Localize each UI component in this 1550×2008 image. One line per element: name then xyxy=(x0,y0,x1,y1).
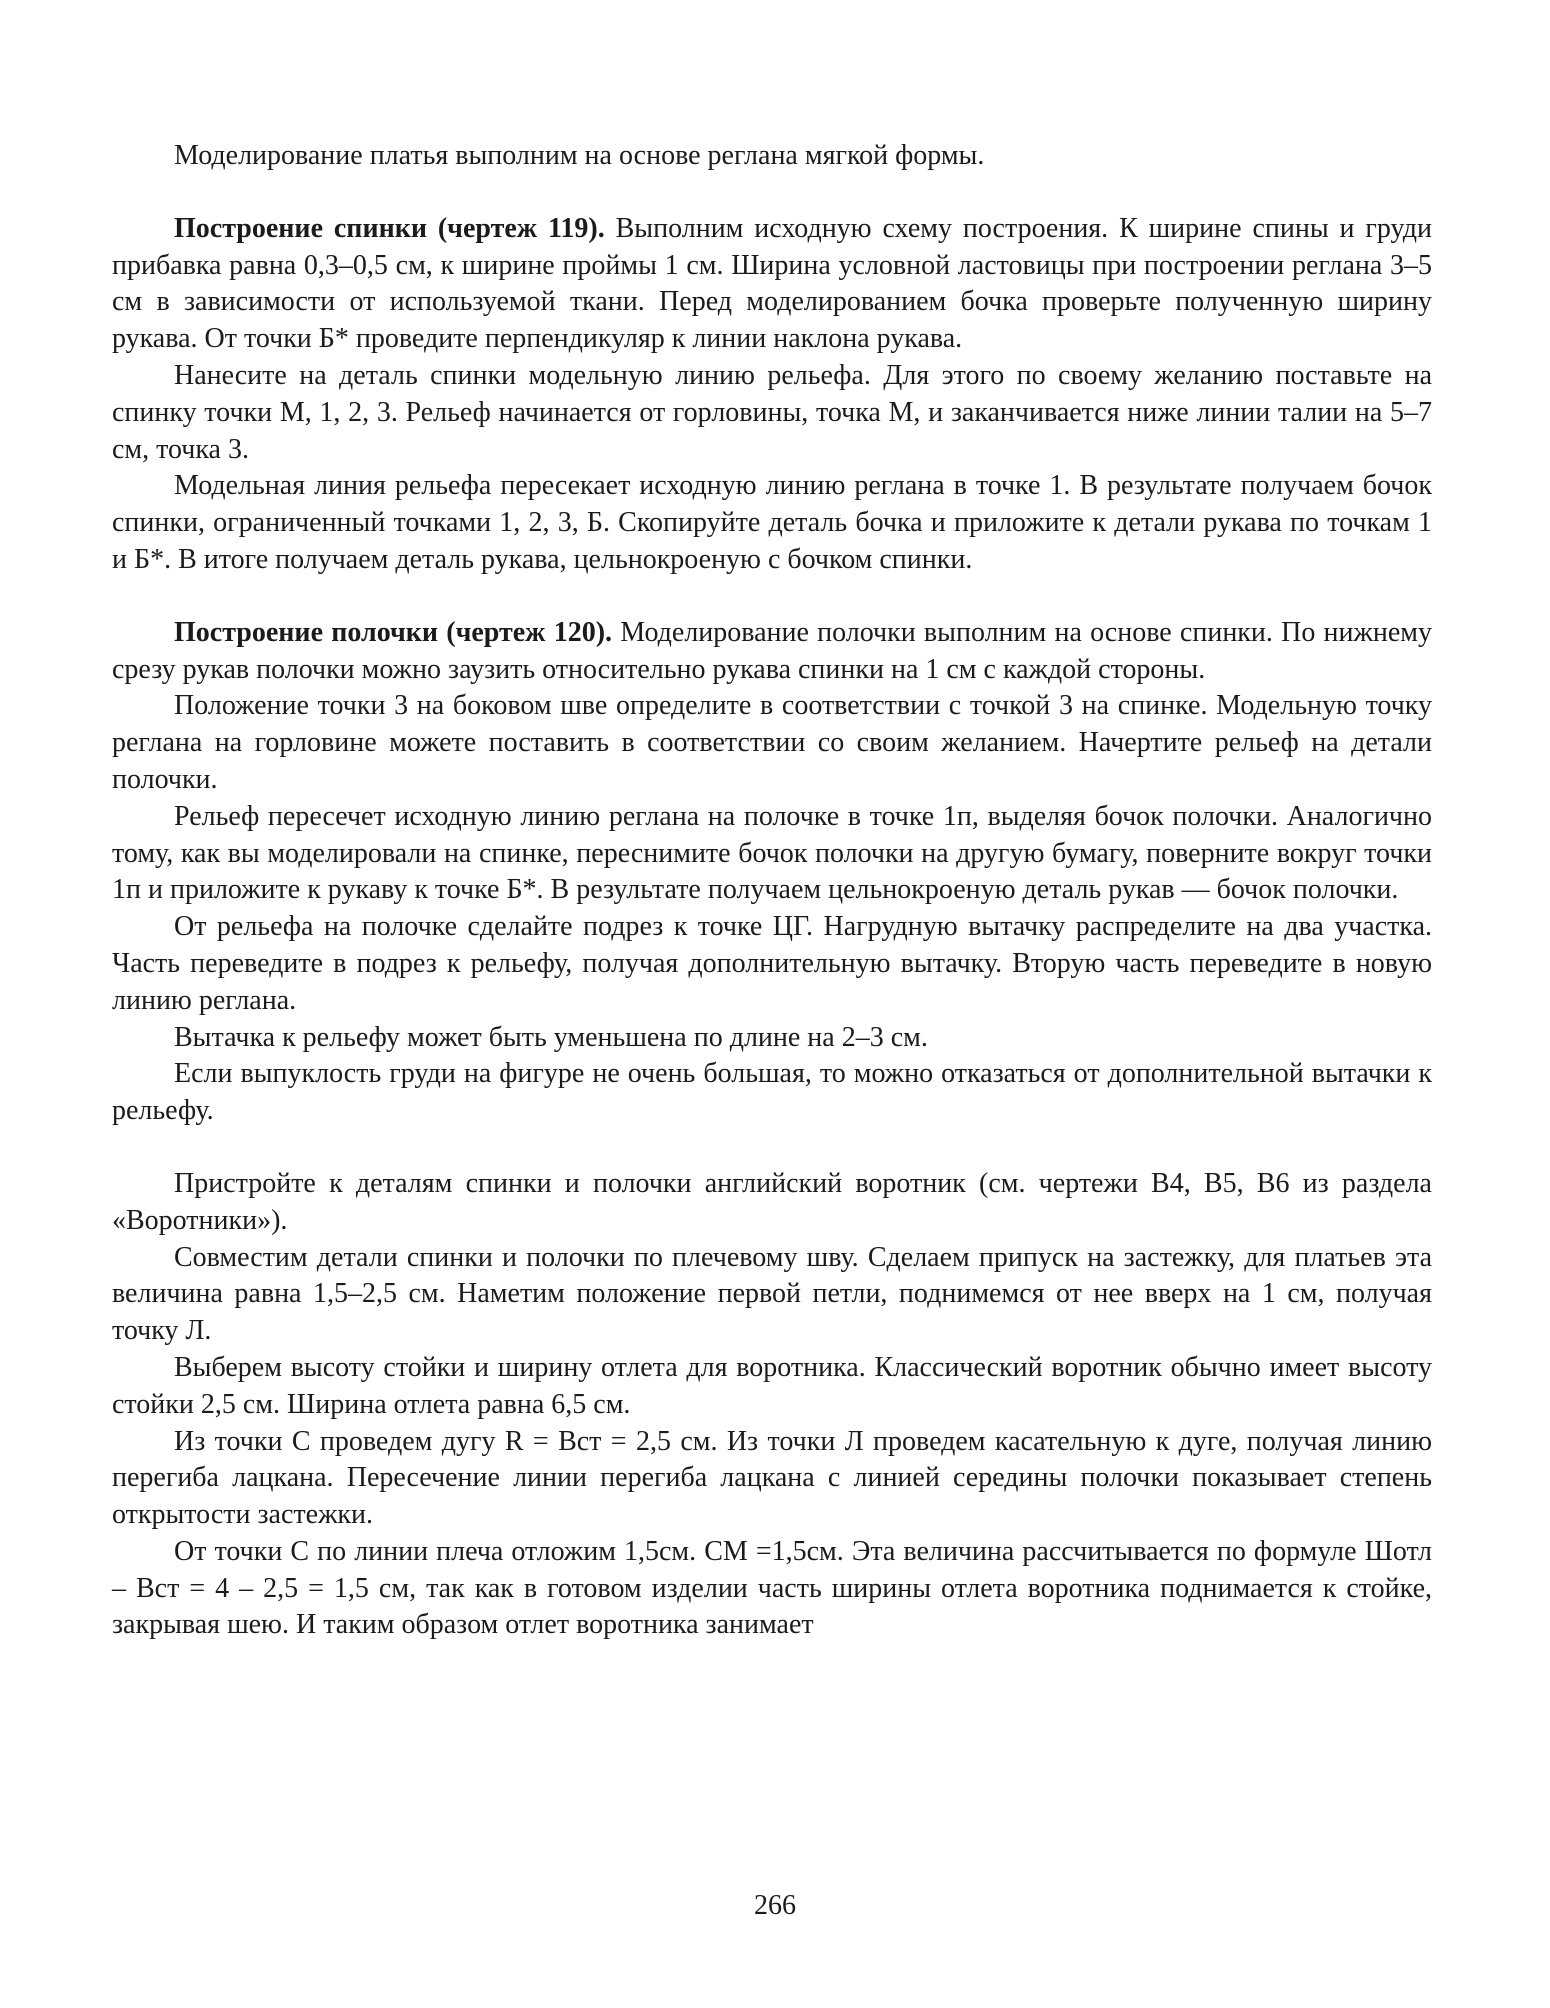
paragraph-text: Моделирование полочки выполним на основе спинки. По нижнему срезу рукав полочки можно заузить относительно рукава спинки на 1 см с каждой стороны. xyxy=(112,616,1432,685)
section-heading-front: Построение полочки (чертеж 120). xyxy=(174,616,613,648)
paragraph-back-construction xyxy=(112,211,1432,358)
paragraph-collar-shoulder xyxy=(112,1534,1432,1644)
paragraph-collar-stand xyxy=(112,1350,1432,1424)
paragraph-bust xyxy=(112,1056,1432,1130)
paragraph-front-point3 xyxy=(112,688,1432,798)
paragraph-text: Модельная линия рельефа пересекает исходную линию реглана в точке 1. В результате получаем бочок спинки, ограниченный точками 1, 2, 3, Б. Скопируйте деталь бочка и приложите к детали рукава по точкам 1 и Б*. В итоге получаем деталь рукава, цельнокроеную с бочком спинки. xyxy=(112,470,1432,575)
paragraph-intro xyxy=(112,138,1432,175)
paragraph-front-relief xyxy=(112,799,1432,909)
paragraph-collar-intro xyxy=(112,1166,1432,1240)
paragraph-text: Положение точки 3 на боковом шве определите в соответствии с точкой 3 на спинке. Модельную точку реглана на горловине можете поставить в соответствии со своим желанием. Начертите рельеф на детали полочки. xyxy=(112,690,1432,795)
paragraph-text: Выберем высоту стойки и ширину отлета для воротника. Классический воротник обычно имеет высоту стойки 2,5 см. Ширина отлета равна 6,5 см. xyxy=(112,1351,1432,1420)
paragraph-text: Совместим детали спинки и полочки по плечевому шву. Сделаем припуск на застежку, для платьев эта величина равна 1,5–2,5 см. Наметим положение первой петли, поднимемся от нее вверх на 1 см, получая точку Л. xyxy=(112,1241,1432,1347)
paragraph-text: От точки С по линии плеча отложим 1,5см. СМ =1,5см. Эта величина рассчитывается по формуле Шотл – Вст = 4 – 2,5 = 1,5 см, так как в готовом изделии часть ширины отлета воротника поднимается к стойке, закрывая шею. И таким образом отлет воротника занимает xyxy=(112,1535,1432,1641)
paragraph-text: Из точки С проведем дугу R = Вст = 2,5 см. Из точки Л проведем касательную к дуге, получая линию перегиба лацкана. Пересечение линии перегиба лацкана с линией середины полочки показывает степень открытости застежки. xyxy=(112,1425,1432,1531)
paragraph-text: От рельефа на полочке сделайте подрез к точке ЦГ. Нагрудную вытачку распределите на два участка. Часть переведите в подрез к рельефу, получая дополнительную вытачку. Вторую часть переведите в новую линию реглана. xyxy=(112,911,1432,1016)
paragraph-text: Рельеф пересечет исходную линию реглана на полочке в точке 1п, выделяя бочок полочки. Аналогично тому, как вы моделировали на спинке, переснимите бочок полочки на другую бумагу, поверните вокруг точки 1п и приложите к рукаву к точке Б*. В результате получаем цельнокроеную деталь рукав — бочок полочки. xyxy=(112,800,1432,906)
page-body xyxy=(112,138,1432,1644)
paragraph-text: Вытачка к рельефу может быть уменьшена по длине на 2–3 см. xyxy=(174,1021,928,1053)
paragraph-text: Нанесите на деталь спинки модельную линию рельефа. Для этого по своему желанию поставьте на спинку точки М, 1, 2, 3. Рельеф начинается от горловины, точка М, и заканчивается ниже линии талии на 5–7 см, точка 3. xyxy=(112,359,1432,465)
paragraph-text: Если выпуклость груди на фигуре не очень большая, то можно отказаться от дополнительной вытачки к рельефу. xyxy=(112,1058,1432,1127)
paragraph-text: Выполним исходную схему построения. К ширине спины и груди прибавка равна 0,3–0,5 см, к ширине проймы 1 см. Ширина условной ластовицы при построении реглана 3–5 см в зависимости от используемой ткани. Перед моделированием бочка проверьте полученную ширину рукава. От точки Б* проведите перпендикуляр к линии наклона рукава. xyxy=(112,212,1432,355)
paragraph-dart-length xyxy=(112,1020,1432,1057)
page-number: 266 xyxy=(754,1890,796,1921)
section-heading-back: Построение спинки (чертеж 119). xyxy=(174,212,605,244)
paragraph-collar-fastening xyxy=(112,1240,1432,1350)
paragraph-front-dart xyxy=(112,909,1432,1019)
paragraph-back-side xyxy=(112,468,1432,578)
paragraph-text: Пристройте к деталям спинки и полочки английский воротник (см. чертежи В4, В5, В6 из раздела «Воротники»). xyxy=(112,1167,1432,1236)
paragraph-text: Моделирование платья выполним на основе реглана мягкой формы. xyxy=(174,140,985,171)
paragraph-front-construction xyxy=(112,615,1432,689)
paragraph-collar-arc xyxy=(112,1424,1432,1534)
paragraph-back-relief xyxy=(112,358,1432,468)
